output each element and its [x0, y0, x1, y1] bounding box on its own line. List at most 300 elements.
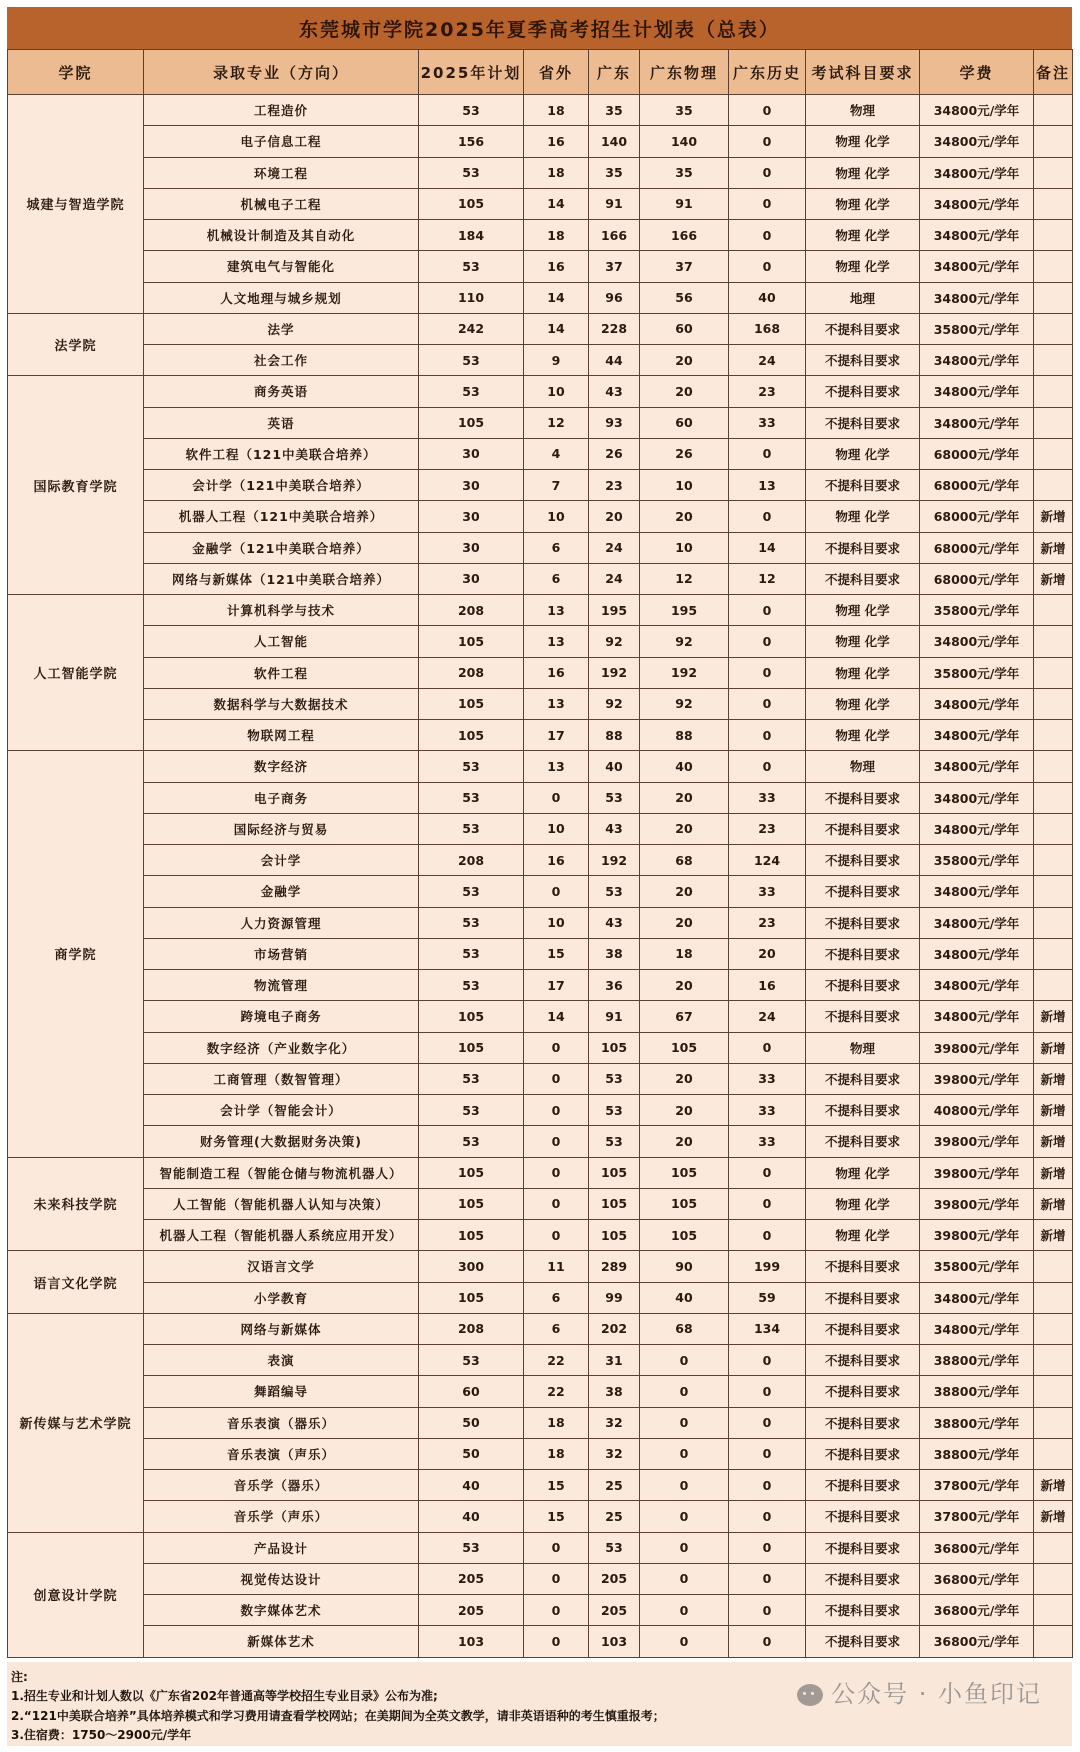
- table-row: [8, 1032, 1073, 1063]
- cell-subject-requirement: 物理: [806, 1032, 920, 1063]
- cell-subject-requirement: 不提科目要求: [806, 1376, 920, 1407]
- cell-major: 人工智能: [144, 626, 419, 657]
- cell-plan: 105: [419, 188, 524, 219]
- cell-plan: 30: [419, 532, 524, 563]
- table-row: [8, 313, 1073, 344]
- cell-guangdong: 289: [589, 1251, 640, 1282]
- cell-plan: 53: [419, 251, 524, 282]
- cell-guangdong-physics: 20: [640, 876, 729, 907]
- table-row: [8, 220, 1073, 251]
- cell-remarks: [1034, 1345, 1073, 1376]
- cell-out-of-province: 13: [524, 626, 589, 657]
- cell-subject-requirement: 不提科目要求: [806, 1595, 920, 1626]
- cell-major: 产品设计: [144, 1532, 419, 1563]
- table-row: [8, 1595, 1073, 1626]
- cell-out-of-province: 13: [524, 688, 589, 719]
- cell-guangdong: 88: [589, 720, 640, 751]
- cell-guangdong-history: 12: [729, 563, 806, 594]
- cell-plan: 50: [419, 1438, 524, 1469]
- cell-plan: 242: [419, 313, 524, 344]
- cell-guangdong-history: 33: [729, 407, 806, 438]
- cell-guangdong: 32: [589, 1407, 640, 1438]
- cell-guangdong-physics: 20: [640, 376, 729, 407]
- header-guangdong-physics: 广东物理: [640, 50, 729, 95]
- cell-tuition: 39800元/学年: [920, 1063, 1034, 1094]
- cell-out-of-province: 6: [524, 563, 589, 594]
- cell-major: 国际经济与贸易: [144, 813, 419, 844]
- cell-guangdong-physics: 10: [640, 470, 729, 501]
- cell-guangdong-physics: 0: [640, 1438, 729, 1469]
- cell-tuition: 36800元/学年: [920, 1563, 1034, 1594]
- cell-plan: 53: [419, 1532, 524, 1563]
- cell-guangdong: 43: [589, 907, 640, 938]
- cell-plan: 53: [419, 1345, 524, 1376]
- table-row: [8, 1157, 1073, 1188]
- cell-tuition: 34800元/学年: [920, 688, 1034, 719]
- cell-guangdong-history: 23: [729, 907, 806, 938]
- table-row: [8, 563, 1073, 594]
- cell-major: 音乐表演（器乐）: [144, 1407, 419, 1438]
- cell-subject-requirement: 物理 化学: [806, 688, 920, 719]
- cell-tuition: 34800元/学年: [920, 282, 1034, 313]
- cell-guangdong-physics: 60: [640, 313, 729, 344]
- cell-remarks: [1034, 1376, 1073, 1407]
- table-row: [8, 1282, 1073, 1313]
- cell-out-of-province: 22: [524, 1345, 589, 1376]
- cell-plan: 40: [419, 1470, 524, 1501]
- cell-remarks: [1034, 688, 1073, 719]
- cell-tuition: 68000元/学年: [920, 563, 1034, 594]
- cell-guangdong: 140: [589, 126, 640, 157]
- cell-guangdong: 31: [589, 1345, 640, 1376]
- cell-subject-requirement: 不提科目要求: [806, 907, 920, 938]
- cell-plan: 105: [419, 688, 524, 719]
- cell-out-of-province: 15: [524, 938, 589, 969]
- cell-guangdong-history: 33: [729, 1095, 806, 1126]
- cell-major: 机器人工程（智能机器人系统应用开发）: [144, 1220, 419, 1251]
- cell-college: 商学院: [8, 751, 144, 1157]
- cell-out-of-province: 13: [524, 751, 589, 782]
- cell-tuition: 36800元/学年: [920, 1532, 1034, 1563]
- table-row: [8, 95, 1073, 126]
- cell-out-of-province: 6: [524, 1282, 589, 1313]
- cell-remarks: [1034, 126, 1073, 157]
- cell-guangdong-history: 0: [729, 220, 806, 251]
- cell-out-of-province: 0: [524, 1595, 589, 1626]
- cell-guangdong: 40: [589, 751, 640, 782]
- cell-guangdong: 44: [589, 345, 640, 376]
- cell-remarks: [1034, 1532, 1073, 1563]
- cell-tuition: 34800元/学年: [920, 95, 1034, 126]
- table-row: [8, 688, 1073, 719]
- cell-guangdong-history: 20: [729, 938, 806, 969]
- cell-out-of-province: 18: [524, 95, 589, 126]
- cell-out-of-province: 6: [524, 532, 589, 563]
- cell-subject-requirement: 物理 化学: [806, 157, 920, 188]
- cell-guangdong-history: 13: [729, 470, 806, 501]
- cell-remarks: 新增: [1034, 1063, 1073, 1094]
- cell-subject-requirement: 不提科目要求: [806, 407, 920, 438]
- cell-remarks: [1034, 970, 1073, 1001]
- cell-major: 数字媒体艺术: [144, 1595, 419, 1626]
- cell-remarks: [1034, 782, 1073, 813]
- cell-plan: 105: [419, 1188, 524, 1219]
- cell-remarks: [1034, 407, 1073, 438]
- cell-remarks: [1034, 1251, 1073, 1282]
- cell-plan: 103: [419, 1626, 524, 1657]
- cell-subject-requirement: 不提科目要求: [806, 1532, 920, 1563]
- cell-out-of-province: 16: [524, 251, 589, 282]
- table-body: [8, 95, 1073, 1658]
- header-major: 录取专业（方向）: [144, 50, 419, 95]
- note-line-3: 3.住宿费：1750～2900元/学年: [11, 1728, 192, 1742]
- cell-plan: 110: [419, 282, 524, 313]
- cell-remarks: [1034, 188, 1073, 219]
- cell-guangdong-history: 168: [729, 313, 806, 344]
- table-row: [8, 1345, 1073, 1376]
- cell-major: 人工智能（智能机器人认知与决策）: [144, 1188, 419, 1219]
- cell-guangdong: 105: [589, 1220, 640, 1251]
- cell-remarks: [1034, 1438, 1073, 1469]
- cell-subject-requirement: 不提科目要求: [806, 1095, 920, 1126]
- cell-guangdong-history: 0: [729, 1595, 806, 1626]
- cell-remarks: [1034, 345, 1073, 376]
- cell-guangdong: 25: [589, 1470, 640, 1501]
- cell-guangdong-physics: 40: [640, 751, 729, 782]
- table-row: [8, 407, 1073, 438]
- table-row: [8, 626, 1073, 657]
- cell-guangdong-physics: 92: [640, 688, 729, 719]
- cell-remarks: 新增: [1034, 563, 1073, 594]
- cell-remarks: [1034, 220, 1073, 251]
- cell-out-of-province: 10: [524, 813, 589, 844]
- cell-guangdong-history: 0: [729, 1345, 806, 1376]
- cell-remarks: [1034, 1563, 1073, 1594]
- cell-tuition: 38800元/学年: [920, 1438, 1034, 1469]
- cell-remarks: [1034, 813, 1073, 844]
- cell-remarks: [1034, 1407, 1073, 1438]
- header-tuition: 学费: [920, 50, 1034, 95]
- cell-subject-requirement: 不提科目要求: [806, 345, 920, 376]
- table-row: [8, 1095, 1073, 1126]
- cell-subject-requirement: 不提科目要求: [806, 1345, 920, 1376]
- table-row: [8, 1313, 1073, 1344]
- cell-guangdong-history: 33: [729, 876, 806, 907]
- cell-major: 财务管理(大数据财务决策): [144, 1126, 419, 1157]
- cell-remarks: 新增: [1034, 1157, 1073, 1188]
- cell-college: 新传媒与艺术学院: [8, 1313, 144, 1532]
- cell-guangdong: 205: [589, 1595, 640, 1626]
- cell-plan: 208: [419, 845, 524, 876]
- cell-tuition: 34800元/学年: [920, 876, 1034, 907]
- table-row: [8, 1126, 1073, 1157]
- cell-guangdong: 91: [589, 1001, 640, 1032]
- cell-guangdong: 166: [589, 220, 640, 251]
- cell-major: 数字经济: [144, 751, 419, 782]
- cell-plan: 105: [419, 1157, 524, 1188]
- cell-guangdong: 53: [589, 782, 640, 813]
- cell-guangdong-physics: 20: [640, 1063, 729, 1094]
- cell-guangdong: 91: [589, 188, 640, 219]
- cell-tuition: 34800元/学年: [920, 751, 1034, 782]
- cell-guangdong: 36: [589, 970, 640, 1001]
- cell-tuition: 36800元/学年: [920, 1595, 1034, 1626]
- cell-out-of-province: 18: [524, 220, 589, 251]
- cell-guangdong-physics: 105: [640, 1220, 729, 1251]
- cell-guangdong-history: 0: [729, 1376, 806, 1407]
- cell-remarks: [1034, 1595, 1073, 1626]
- cell-tuition: 37800元/学年: [920, 1470, 1034, 1501]
- cell-guangdong: 53: [589, 1063, 640, 1094]
- cell-out-of-province: 0: [524, 1063, 589, 1094]
- cell-guangdong-physics: 91: [640, 188, 729, 219]
- table-row: [8, 876, 1073, 907]
- cell-out-of-province: 0: [524, 1532, 589, 1563]
- cell-guangdong: 105: [589, 1032, 640, 1063]
- cell-tuition: 36800元/学年: [920, 1626, 1034, 1657]
- cell-plan: 105: [419, 1282, 524, 1313]
- cell-subject-requirement: 物理 化学: [806, 251, 920, 282]
- cell-plan: 53: [419, 970, 524, 1001]
- cell-guangdong-history: 0: [729, 157, 806, 188]
- cell-guangdong: 192: [589, 845, 640, 876]
- cell-guangdong-history: 0: [729, 595, 806, 626]
- cell-guangdong-history: 0: [729, 1157, 806, 1188]
- cell-out-of-province: 14: [524, 282, 589, 313]
- cell-subject-requirement: 物理 化学: [806, 1157, 920, 1188]
- cell-tuition: 34800元/学年: [920, 188, 1034, 219]
- table-row: [8, 438, 1073, 469]
- cell-guangdong-history: 16: [729, 970, 806, 1001]
- cell-major: 物联网工程: [144, 720, 419, 751]
- cell-subject-requirement: 物理 化学: [806, 438, 920, 469]
- cell-guangdong-physics: 56: [640, 282, 729, 313]
- cell-remarks: 新增: [1034, 1470, 1073, 1501]
- cell-remarks: [1034, 845, 1073, 876]
- cell-guangdong-physics: 20: [640, 970, 729, 1001]
- cell-guangdong-physics: 26: [640, 438, 729, 469]
- cell-major: 网络与新媒体（121中美联合培养）: [144, 563, 419, 594]
- header-out-of-province: 省外: [524, 50, 589, 95]
- cell-guangdong-physics: 20: [640, 345, 729, 376]
- cell-plan: 208: [419, 1313, 524, 1344]
- cell-major: 电子商务: [144, 782, 419, 813]
- cell-tuition: 68000元/学年: [920, 532, 1034, 563]
- cell-tuition: 34800元/学年: [920, 407, 1034, 438]
- cell-guangdong: 43: [589, 376, 640, 407]
- cell-remarks: [1034, 438, 1073, 469]
- table-row: [8, 470, 1073, 501]
- cell-subject-requirement: 不提科目要求: [806, 938, 920, 969]
- cell-subject-requirement: 不提科目要求: [806, 1126, 920, 1157]
- cell-major: 小学教育: [144, 1282, 419, 1313]
- cell-tuition: 39800元/学年: [920, 1126, 1034, 1157]
- cell-major: 市场营销: [144, 938, 419, 969]
- cell-out-of-province: 7: [524, 470, 589, 501]
- cell-guangdong-physics: 20: [640, 813, 729, 844]
- cell-out-of-province: 4: [524, 438, 589, 469]
- cell-subject-requirement: 不提科目要求: [806, 876, 920, 907]
- cell-out-of-province: 13: [524, 595, 589, 626]
- table-row: [8, 782, 1073, 813]
- table-row: [8, 376, 1073, 407]
- cell-plan: 105: [419, 1001, 524, 1032]
- cell-major: 金融学（121中美联合培养）: [144, 532, 419, 563]
- cell-major: 电子信息工程: [144, 126, 419, 157]
- cell-guangdong-physics: 0: [640, 1376, 729, 1407]
- cell-guangdong: 26: [589, 438, 640, 469]
- cell-guangdong-history: 23: [729, 813, 806, 844]
- cell-guangdong-physics: 60: [640, 407, 729, 438]
- cell-tuition: 34800元/学年: [920, 970, 1034, 1001]
- cell-remarks: [1034, 1282, 1073, 1313]
- cell-remarks: 新增: [1034, 1220, 1073, 1251]
- cell-out-of-province: 14: [524, 1001, 589, 1032]
- cell-plan: 30: [419, 470, 524, 501]
- cell-guangdong: 93: [589, 407, 640, 438]
- watermark-text: 公众号 · 小鱼印记: [831, 1679, 1042, 1708]
- cell-major: 会计学（121中美联合培养）: [144, 470, 419, 501]
- cell-guangdong-history: 0: [729, 720, 806, 751]
- cell-guangdong-history: 40: [729, 282, 806, 313]
- cell-plan: 53: [419, 1095, 524, 1126]
- cell-guangdong-physics: 40: [640, 1282, 729, 1313]
- cell-guangdong: 20: [589, 501, 640, 532]
- cell-remarks: [1034, 907, 1073, 938]
- cell-guangdong: 25: [589, 1501, 640, 1532]
- cell-tuition: 34800元/学年: [920, 720, 1034, 751]
- table-row: [8, 1532, 1073, 1563]
- cell-tuition: 39800元/学年: [920, 1188, 1034, 1219]
- cell-tuition: 38800元/学年: [920, 1407, 1034, 1438]
- table-title: 东莞城市学院2025年夏季高考招生计划表（总表）: [7, 7, 1072, 49]
- cell-remarks: 新增: [1034, 532, 1073, 563]
- cell-subject-requirement: 不提科目要求: [806, 1626, 920, 1657]
- header-guangdong-history: 广东历史: [729, 50, 806, 95]
- table-row: [8, 1001, 1073, 1032]
- cell-plan: 50: [419, 1407, 524, 1438]
- cell-out-of-province: 16: [524, 845, 589, 876]
- cell-tuition: 34800元/学年: [920, 126, 1034, 157]
- cell-tuition: 35800元/学年: [920, 595, 1034, 626]
- cell-plan: 205: [419, 1563, 524, 1594]
- cell-guangdong-history: 0: [729, 751, 806, 782]
- cell-tuition: 68000元/学年: [920, 438, 1034, 469]
- table-row: [8, 282, 1073, 313]
- cell-plan: 105: [419, 720, 524, 751]
- cell-tuition: 34800元/学年: [920, 626, 1034, 657]
- table-row: [8, 532, 1073, 563]
- table-row: [8, 720, 1073, 751]
- cell-out-of-province: 0: [524, 1126, 589, 1157]
- cell-guangdong-physics: 20: [640, 501, 729, 532]
- cell-guangdong-physics: 195: [640, 595, 729, 626]
- cell-plan: 40: [419, 1501, 524, 1532]
- cell-major: 软件工程（121中美联合培养）: [144, 438, 419, 469]
- cell-major: 社会工作: [144, 345, 419, 376]
- cell-guangdong: 92: [589, 688, 640, 719]
- cell-out-of-province: 0: [524, 1157, 589, 1188]
- cell-guangdong: 53: [589, 1095, 640, 1126]
- cell-guangdong: 192: [589, 657, 640, 688]
- table-row: [8, 157, 1073, 188]
- cell-guangdong-history: 59: [729, 1282, 806, 1313]
- cell-guangdong: 103: [589, 1626, 640, 1657]
- cell-major: 视觉传达设计: [144, 1563, 419, 1594]
- table-row: [8, 1188, 1073, 1219]
- cell-plan: 105: [419, 1032, 524, 1063]
- cell-major: 机械电子工程: [144, 188, 419, 219]
- cell-guangdong-physics: 0: [640, 1470, 729, 1501]
- cell-tuition: 34800元/学年: [920, 938, 1034, 969]
- cell-remarks: [1034, 938, 1073, 969]
- cell-subject-requirement: 不提科目要求: [806, 813, 920, 844]
- cell-out-of-province: 0: [524, 876, 589, 907]
- cell-guangdong-history: 23: [729, 376, 806, 407]
- cell-tuition: 35800元/学年: [920, 845, 1034, 876]
- cell-guangdong-physics: 105: [640, 1157, 729, 1188]
- cell-guangdong-history: 0: [729, 188, 806, 219]
- cell-plan: 53: [419, 907, 524, 938]
- cell-major: 音乐学（器乐）: [144, 1470, 419, 1501]
- cell-subject-requirement: 物理: [806, 751, 920, 782]
- cell-guangdong-history: 0: [729, 501, 806, 532]
- cell-subject-requirement: 物理 化学: [806, 720, 920, 751]
- cell-tuition: 34800元/学年: [920, 376, 1034, 407]
- header-remarks: 备注: [1034, 50, 1073, 95]
- cell-major: 音乐学（声乐）: [144, 1501, 419, 1532]
- header-college: 学院: [8, 50, 144, 95]
- cell-out-of-province: 18: [524, 1407, 589, 1438]
- cell-out-of-province: 16: [524, 126, 589, 157]
- cell-guangdong: 32: [589, 1438, 640, 1469]
- cell-subject-requirement: 不提科目要求: [806, 1001, 920, 1032]
- cell-subject-requirement: 物理 化学: [806, 501, 920, 532]
- table-row: [8, 1563, 1073, 1594]
- cell-subject-requirement: 物理 化学: [806, 595, 920, 626]
- cell-subject-requirement: 不提科目要求: [806, 1313, 920, 1344]
- cell-remarks: 新增: [1034, 1095, 1073, 1126]
- cell-major: 数据科学与大数据技术: [144, 688, 419, 719]
- cell-guangdong: 53: [589, 1126, 640, 1157]
- cell-out-of-province: 11: [524, 1251, 589, 1282]
- cell-subject-requirement: 物理 化学: [806, 657, 920, 688]
- cell-major: 软件工程: [144, 657, 419, 688]
- cell-plan: 60: [419, 1376, 524, 1407]
- table-row: [8, 657, 1073, 688]
- cell-guangdong-history: 0: [729, 251, 806, 282]
- cell-remarks: 新增: [1034, 501, 1073, 532]
- table-row: [8, 188, 1073, 219]
- cell-major: 网络与新媒体: [144, 1313, 419, 1344]
- cell-tuition: 68000元/学年: [920, 501, 1034, 532]
- cell-guangdong-physics: 18: [640, 938, 729, 969]
- cell-guangdong-physics: 166: [640, 220, 729, 251]
- cell-major: 表演: [144, 1345, 419, 1376]
- cell-plan: 30: [419, 501, 524, 532]
- cell-plan: 184: [419, 220, 524, 251]
- cell-plan: 105: [419, 1220, 524, 1251]
- cell-guangdong-physics: 92: [640, 626, 729, 657]
- cell-guangdong: 24: [589, 563, 640, 594]
- cell-major: 机器人工程（121中美联合培养）: [144, 501, 419, 532]
- cell-guangdong: 99: [589, 1282, 640, 1313]
- cell-guangdong: 105: [589, 1157, 640, 1188]
- cell-guangdong-history: 33: [729, 1063, 806, 1094]
- cell-out-of-province: 0: [524, 1220, 589, 1251]
- cell-subject-requirement: 不提科目要求: [806, 1063, 920, 1094]
- cell-plan: 105: [419, 626, 524, 657]
